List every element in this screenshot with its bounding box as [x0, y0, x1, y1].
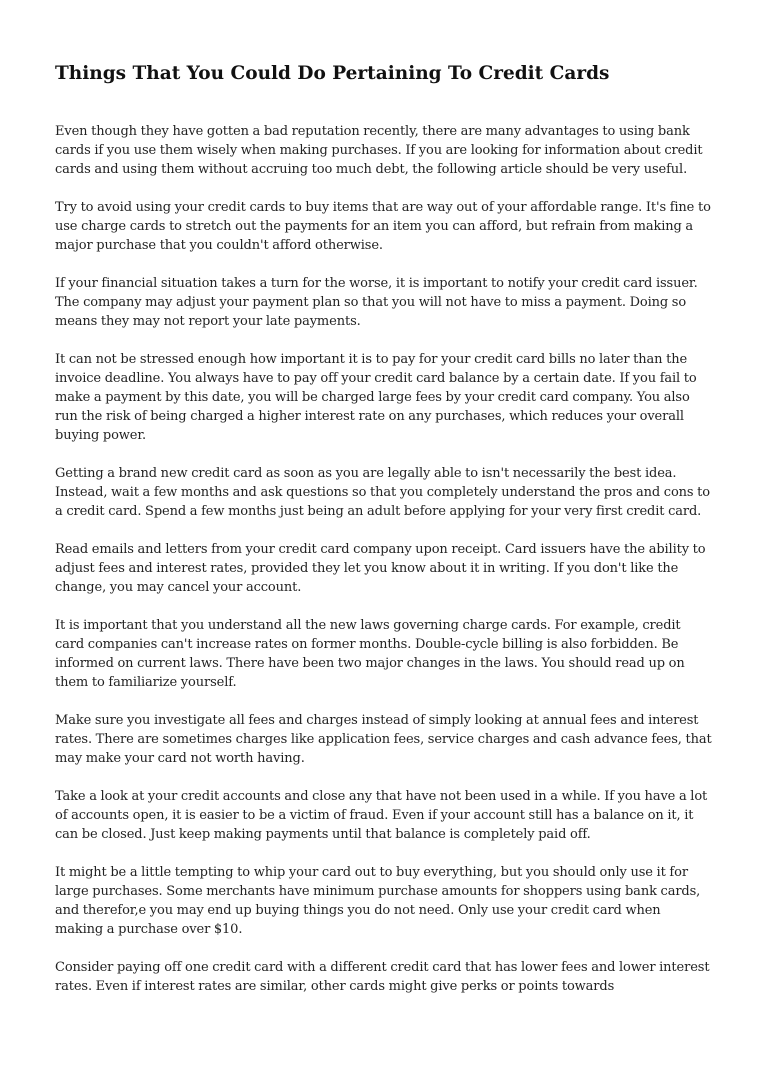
paragraph-7: It is important that you understand all the new laws governing charge cards. For example, credit card companies can't increase rates on former months. Double-cycle billing is also forbidden. Be informed on current laws. There have been two major changes in the laws. You should read up on them to familiarize yourself. [55, 618, 685, 690]
paragraph-8: Make sure you investigate all fees and charges instead of simply looking at annual fees and interest rates. There are sometimes charges like application fees, service charges and cash advance fees, that may make your card not worth having. [55, 713, 712, 766]
paragraph-3: If your financial situation takes a turn for the worse, it is important to notify your credit card issuer. The company may adjust your payment plan so that you will not have to miss a payment. Doing so means they may not report your late payments. [55, 276, 698, 329]
page-title: Things That You Could Do Pertaining To Credit Cards [55, 63, 610, 84]
paragraph-6: Read emails and letters from your credit card company upon receipt. Card issuers have the ability to adjust fees and interest rates, provided they let you know about it in writing. If you don't like the change, you may cancel your account. [55, 542, 706, 595]
paragraph-5: Getting a brand new credit card as soon as you are legally able to isn't necessarily the best idea. Instead, wait a few months and ask questions so that you completely understand the pros and cons to a credit card. Spend a few months just being an adult before applying for your very first credit card. [55, 466, 710, 519]
paragraph-9: Take a look at your credit accounts and close any that have not been used in a while. If you have a lot of accounts open, it is easier to be a victim of fraud. Even if your account still has a balance on it, it can be closed. Just keep making payments until that balance is completely paid off. [55, 789, 708, 842]
paragraph-1: Even though they have gotten a bad reputation recently, there are many advantages to using bank cards if you use them wisely when making purchases. If you are looking for information about credit cards and using them without accruing too much debt, the following article should be very useful. [55, 124, 703, 177]
paragraph-2: Try to avoid using your credit cards to buy items that are way out of your affordable range. It's fine to use charge cards to stretch out the payments for an item you can afford, but refrain from making a major purchase that you couldn't afford otherwise. [55, 200, 711, 253]
paragraph-4: It can not be stressed enough how important it is to pay for your credit card bills no later than the invoice deadline. You always have to pay off your credit card balance by a certain date. If you fail to make a payment by this date, you will be charged large fees by your credit card company. You also run the risk of being charged a higher interest rate on any purchases, which reduces your overall buying power. [55, 352, 697, 443]
paragraph-11: Consider paying off one credit card with a different credit card that has lower fees and lower interest rates. Even if interest rates are similar, other cards might give perks or points towards [55, 960, 710, 994]
paragraph-10: It might be a little tempting to whip your card out to buy everything, but you should only use it for large purchases. Some merchants have minimum purchase amounts for shoppers using bank cards, and therefor,e you may end up buying things you do not need. Only use your credit card when making a purchase over $10. [55, 865, 701, 937]
